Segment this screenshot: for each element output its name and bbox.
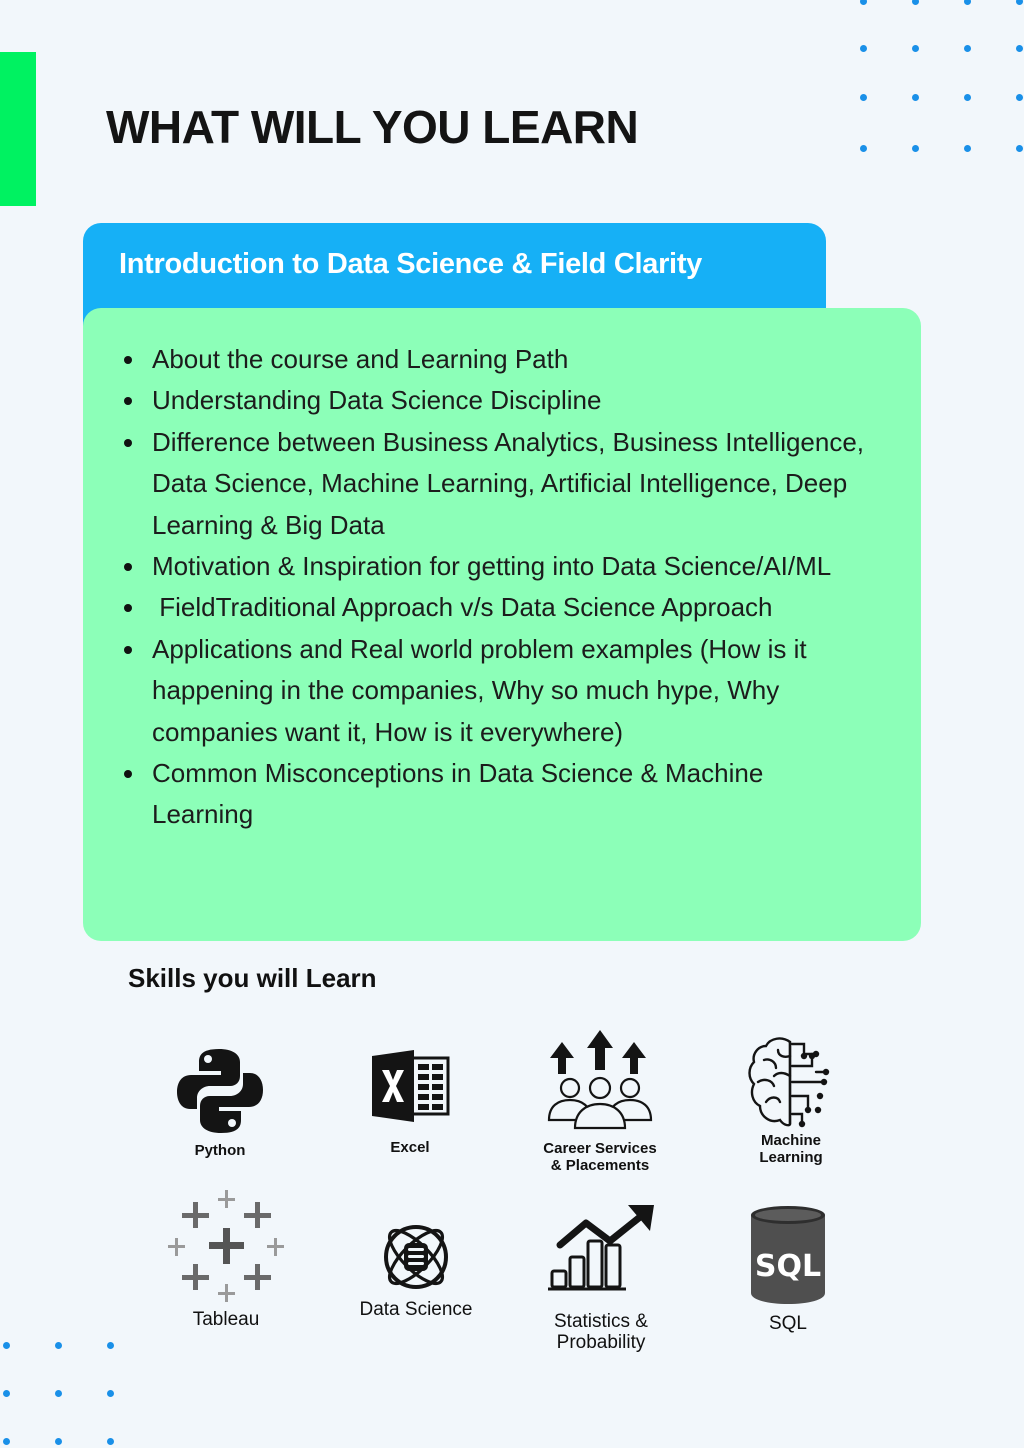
python-icon <box>175 1046 265 1136</box>
skill-career-services <box>515 1030 685 1174</box>
svg-text:SQL: SQL <box>754 1249 822 1284</box>
data-science-icon <box>379 1220 453 1294</box>
topic-item: Applications and Real world problem examples (How is it happening in the companies, Why so much hype, Why companies want it, How is it everywhere) <box>83 629 921 753</box>
skill-tableau <box>141 1188 311 1330</box>
skill-label: Excel <box>390 1139 430 1156</box>
excel-icon <box>370 1050 450 1122</box>
skill-statistics <box>516 1203 686 1353</box>
skills-heading: Skills you will Learn <box>128 963 377 993</box>
topic-item: Common Misconceptions in Data Science & Machine Learning <box>83 753 921 836</box>
skill-label: Python <box>194 1142 246 1159</box>
skill-label: Career Services <box>543 1140 657 1157</box>
topic-item: Motivation & Inspiration for getting into Data Science/AI/ML <box>83 546 921 587</box>
accent-bar <box>0 52 36 206</box>
skill-label: & Placements <box>550 1157 650 1174</box>
topic-item: About the course and Learning Path <box>83 339 921 380</box>
sql-database-icon <box>748 1205 828 1305</box>
skill-machine-learning <box>706 1036 876 1166</box>
brain-circuit-icon <box>748 1036 834 1130</box>
skill-label: Statistics & <box>554 1311 648 1332</box>
page-title: WHAT WILL YOU LEARN <box>106 101 639 153</box>
skill-label: Data Science <box>359 1299 473 1320</box>
career-services-icon <box>545 1030 655 1130</box>
skill-label: Probability <box>556 1332 646 1353</box>
topic-item: FieldTraditional Approach v/s Data Science Approach <box>83 587 921 628</box>
skill-label: Learning <box>759 1149 823 1166</box>
skill-sql <box>703 1205 873 1334</box>
skill-label: Machine <box>760 1132 821 1149</box>
topic-item: Difference between Business Analytics, Business Intelligence, Data Science, Machine Learning, Artificial Intelligence, Deep Learning & Big Data <box>83 422 921 546</box>
topic-item: Understanding Data Science Discipline <box>83 380 921 421</box>
topic-card <box>83 308 921 941</box>
module-title: Introduction to Data Science & Field Clarity <box>119 248 702 280</box>
skill-label: SQL <box>768 1313 808 1334</box>
skill-python <box>135 1046 305 1159</box>
tableau-icon <box>168 1188 284 1304</box>
growth-chart-icon <box>546 1203 656 1293</box>
skill-label: Tableau <box>192 1309 260 1330</box>
skill-data-science <box>331 1220 501 1320</box>
skill-excel <box>325 1050 495 1156</box>
topic-list <box>83 339 921 836</box>
